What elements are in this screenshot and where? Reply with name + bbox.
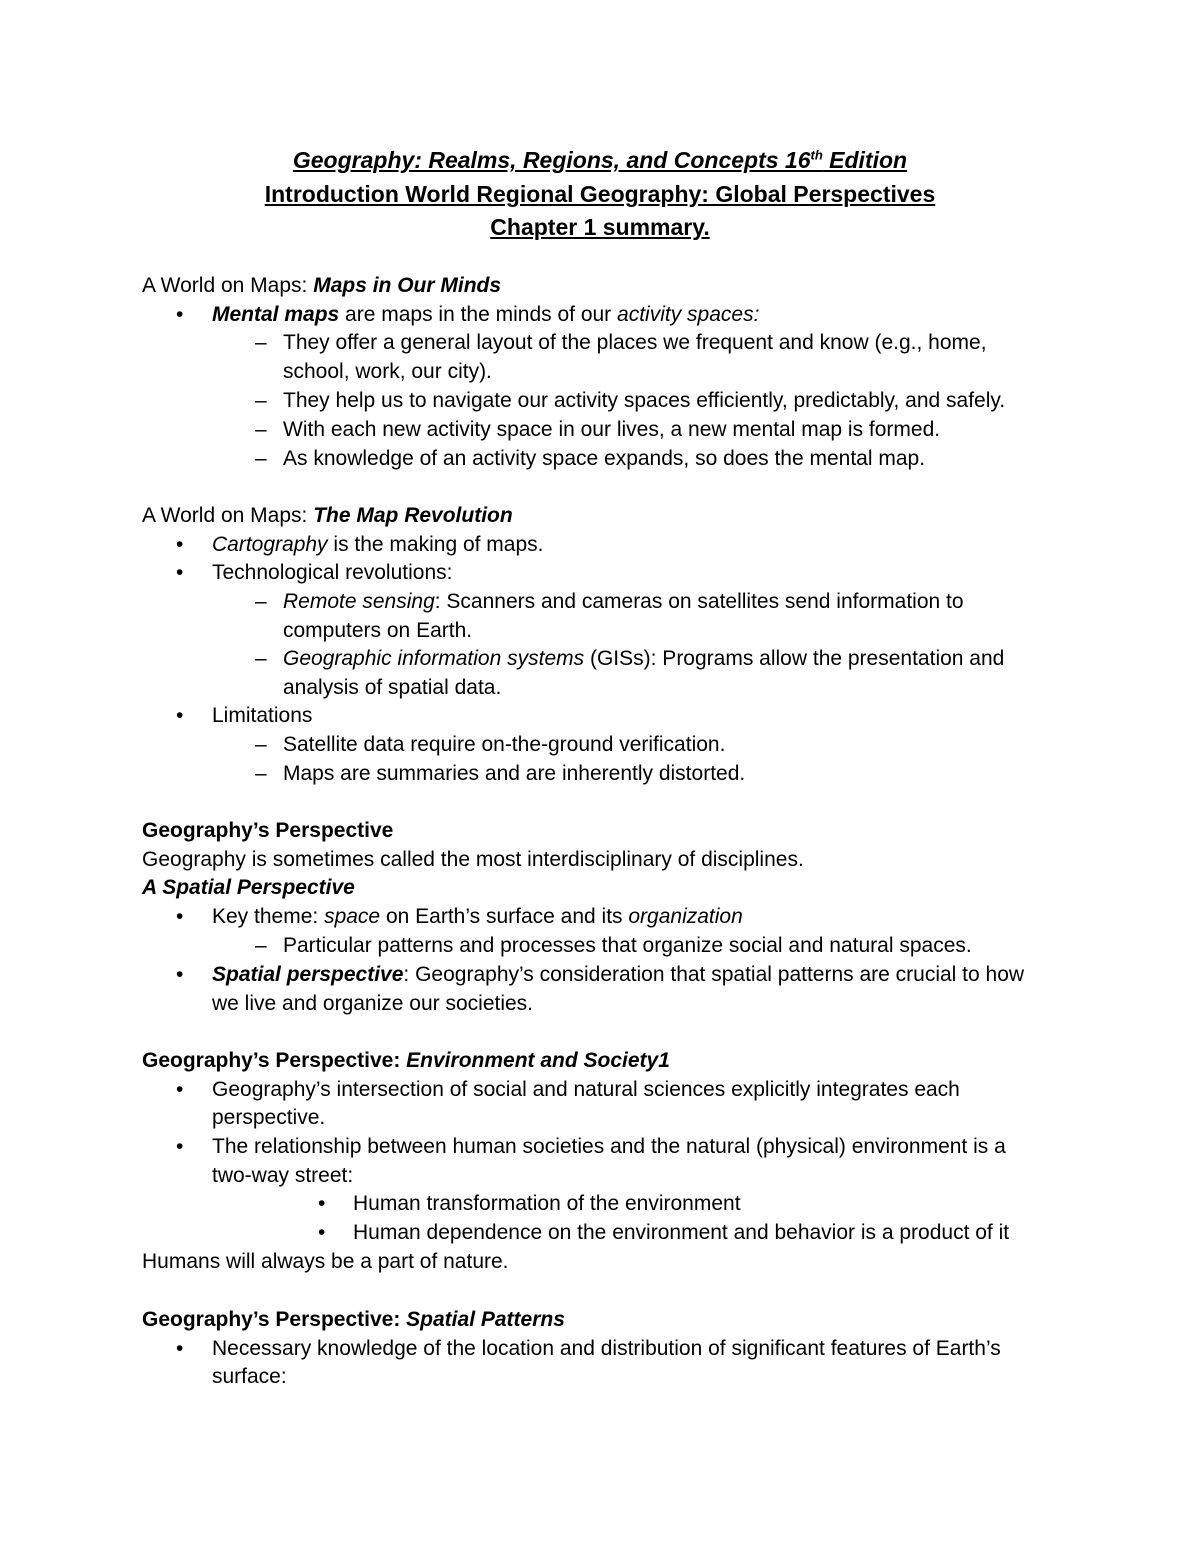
bullet-marker: •: [318, 1192, 326, 1215]
s4-bullet2-line2: two-way street:: [212, 1164, 354, 1187]
dash-marker: –: [255, 389, 267, 412]
s1-dash2: They help us to navigate our activity spaces efficiently, predictably, and safely.: [283, 389, 1006, 412]
s2-dash1-line1: Remote sensing: Scanners and cameras on satellites send information to: [283, 590, 964, 613]
s2-dash4: Maps are summaries and are inherently distorted.: [283, 762, 746, 785]
bullet-marker: •: [176, 963, 184, 986]
title-superscript: th: [810, 147, 823, 163]
s4-bullet1-line1: Geography’s intersection of social and natural sciences explicitly integrates each: [212, 1078, 960, 1101]
bullet-marker: •: [176, 1337, 184, 1360]
s2-dash1-line2: computers on Earth.: [283, 619, 473, 642]
s4-bullet2-line1: The relationship between human societies and the natural (physical) environment is a: [212, 1135, 1006, 1158]
s4-paragraph: Humans will always be a part of nature.: [142, 1250, 509, 1273]
s3-bullet1: Key theme: space on Earth’s surface and its organization: [212, 905, 743, 928]
s2-bullet3: Limitations: [212, 704, 313, 727]
bullet-marker: •: [318, 1221, 326, 1244]
dash-marker: –: [255, 733, 267, 756]
s3-bullet2-line2: we live and organize our societies.: [212, 992, 534, 1015]
s2-dash2-line2: analysis of spatial data.: [283, 676, 502, 699]
dash-marker: –: [255, 447, 267, 470]
dash-marker: –: [255, 590, 267, 613]
s2-dash3: Satellite data require on-the-ground verification.: [283, 733, 726, 756]
s4-bullet1-line2: perspective.: [212, 1106, 326, 1129]
s3-paragraph: Geography is sometimes called the most interdisciplinary of disciplines.: [142, 848, 804, 871]
section3-heading: Geography’s Perspective: [142, 819, 394, 842]
s1-dash1-line1: They offer a general layout of the places we frequent and know (e.g., home,: [283, 331, 987, 354]
dash-marker: –: [255, 331, 267, 354]
s4-subbullet1: Human transformation of the environment: [353, 1192, 741, 1215]
s2-dash2-line1: Geographic information systems (GISs): Programs allow the presentation and: [283, 647, 1005, 670]
section4-heading: Geography’s Perspective: Environment and Society1: [142, 1049, 670, 1072]
bullet-marker: •: [176, 704, 184, 727]
dash-marker: –: [255, 647, 267, 670]
bullet-marker: •: [176, 1135, 184, 1158]
s1-dash3: With each new activity space in our lives, a new mental map is formed.: [283, 418, 941, 441]
bullet-marker: •: [176, 1078, 184, 1101]
section2-heading: A World on Maps: The Map Revolution: [142, 504, 513, 527]
bullet-marker: •: [176, 561, 184, 584]
dash-marker: –: [255, 934, 267, 957]
section1-heading: A World on Maps: Maps in Our Minds: [142, 274, 502, 297]
bullet-marker: •: [176, 303, 184, 326]
s2-bullet2: Technological revolutions:: [212, 561, 453, 584]
s1-dash1-line2: school, work, our city).: [283, 360, 492, 383]
title-edition: Edition: [822, 147, 908, 173]
bullet-marker: •: [176, 905, 184, 928]
title-introduction: Introduction World Regional Geography: Global Perspectives: [264, 181, 936, 207]
s5-bullet1-line2: surface:: [212, 1365, 287, 1388]
title-book: [0, 146, 1200, 174]
s3-dash1: Particular patterns and processes that organize social and natural spaces.: [283, 934, 972, 957]
bullet-marker: •: [176, 533, 184, 556]
s5-bullet1-line1: Necessary knowledge of the location and distribution of significant features of Earth’s: [212, 1337, 1001, 1360]
section5-heading: Geography’s Perspective: Spatial Patterns: [142, 1308, 565, 1331]
s3-subheading: A Spatial Perspective: [142, 876, 355, 899]
s4-subbullet2: Human dependence on the environment and behavior is a product of it: [353, 1221, 1010, 1244]
s1-bullet1: Mental maps are maps in the minds of our activity spaces:: [212, 303, 760, 326]
dash-marker: –: [255, 762, 267, 785]
s3-bullet2-line1: Spatial perspective: Geography’s consideration that spatial patterns are crucial to how: [212, 963, 1025, 986]
s2-bullet1: Cartography is the making of maps.: [212, 533, 544, 556]
title-book-text: Geography: Realms, Regions, and Concepts 16: [292, 147, 811, 173]
dash-marker: –: [255, 418, 267, 441]
s1-dash4: As knowledge of an activity space expands, so does the mental map.: [283, 447, 926, 470]
title-chapter: Chapter 1 summary.: [490, 214, 710, 240]
